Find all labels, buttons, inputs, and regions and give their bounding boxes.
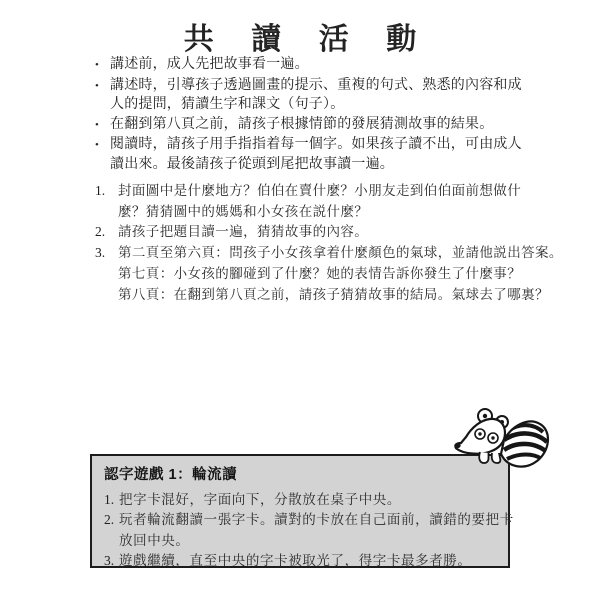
bullet-dot-icon: • <box>95 59 99 71</box>
game-box <box>90 454 514 569</box>
bullet-item <box>95 135 522 174</box>
bullet-text <box>110 135 522 174</box>
bullet-dot-icon: • <box>95 139 99 152</box>
bullet-line: 講述時，引導孩子透過圖畫的提示、重複的句式、熟悉的內容和成 <box>110 77 522 93</box>
game-step-number: 3. <box>104 553 115 569</box>
question-item <box>95 243 563 305</box>
question-line: 麼？猜猜圖中的媽媽和小女孩在説什麼？ <box>118 203 369 219</box>
question-number: 1. <box>95 183 106 198</box>
bullet-line: 讀出來。最後請孩子從頭到尾把故事讀一遍。 <box>110 156 394 172</box>
bullet-line: 閱讀時，請孩子用手指指着每一個字。如果孩子讀不出，可由成人 <box>110 137 522 153</box>
question-text <box>118 181 563 222</box>
game-step <box>104 510 514 551</box>
game-step-text <box>119 510 514 551</box>
shared-reading-tips <box>95 55 522 175</box>
question-list <box>95 181 563 305</box>
game-step <box>104 490 508 510</box>
bullet-line: 在翻到第八頁之前，請孩子根據情節的發展猜測故事的結果。 <box>110 116 494 132</box>
bullet-text <box>110 76 522 115</box>
question-line: 第七頁：小女孩的腳碰到了什麼？她的表情告訴你發生了什麼事？ <box>118 265 522 281</box>
game-step-number: 1. <box>104 492 115 507</box>
question-line: 第八頁：在翻到第八頁之前，請孩子猜猜故事的結局。氣球去了哪裏？ <box>118 286 549 302</box>
game-step-number: 2. <box>104 512 115 528</box>
question-item <box>95 181 563 222</box>
question-number: 3. <box>95 245 106 261</box>
question-line: 第二頁至第六頁：問孩子小女孩拿着什麼顏色的氣球，並請他説出答案。 <box>118 245 563 261</box>
game-step-line: 玩者輪流翻讀一張字卡。讀對的卡放在自己面前，讀錯的要把卡 <box>119 512 514 528</box>
bullet-item <box>95 115 522 136</box>
question-item <box>95 222 563 243</box>
game-step-text <box>119 490 508 510</box>
squirrel-icon <box>452 404 552 474</box>
bullet-text <box>110 115 522 135</box>
question-line: 封面圖中是什麼地方？伯伯在賣什麼？小朋友走到伯伯面前想做什 <box>118 183 522 198</box>
game-step-line: 遊戲繼續，直至中央的字卡被取光了，得字卡最多者勝。 <box>119 553 472 569</box>
bullet-line: 人的提問，猜讀生字和課文（句子）。 <box>110 97 345 113</box>
bullet-line: 講述前，成人先把故事看一遍。 <box>110 57 309 72</box>
bullet-text <box>110 55 522 75</box>
game-step-text <box>119 551 508 571</box>
game-step-line: 放回中央。 <box>119 532 190 548</box>
question-text <box>118 222 563 243</box>
page-title: 共 讀 活 動 <box>183 23 432 56</box>
question-line: 請孩子把題目讀一遍，猜猜故事的內容。 <box>118 224 369 240</box>
bullet-dot-icon: • <box>95 118 99 131</box>
question-number: 2. <box>95 224 106 240</box>
bullet-dot-icon: • <box>95 79 99 92</box>
game-step-line: 把字卡混好，字面向下，分散放在桌子中央。 <box>119 492 401 507</box>
question-text <box>118 243 563 305</box>
bullet-item <box>95 55 522 76</box>
game-box-title: 認字遊戲 1：輪流讀 <box>104 467 238 483</box>
bullet-item <box>95 76 522 115</box>
game-step <box>104 551 508 571</box>
